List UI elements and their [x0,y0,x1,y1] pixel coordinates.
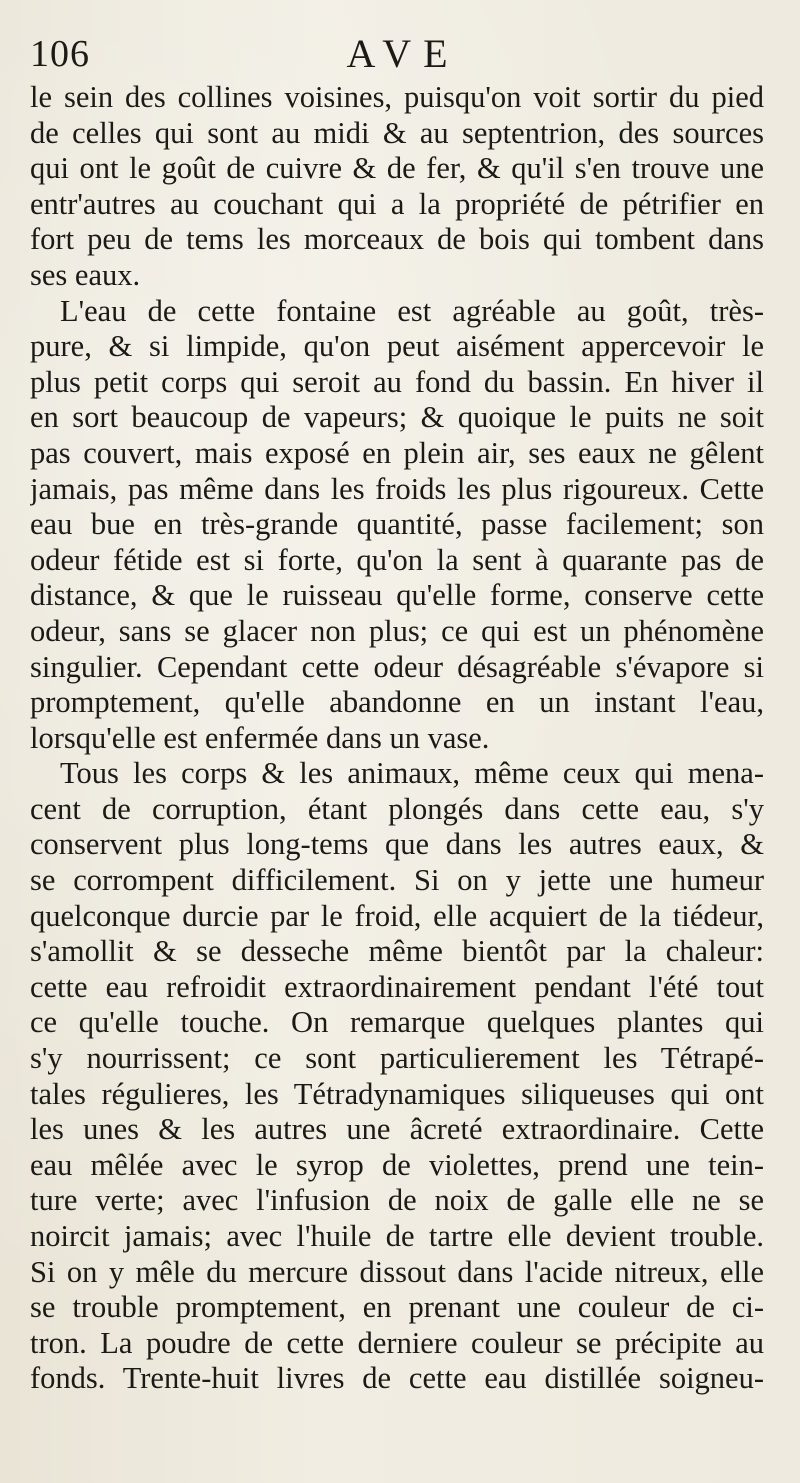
page-number: 106 [30,33,90,75]
text-line: Tous les corps & les animaux, même ceux qui mena- [60,756,764,791]
text-line: ce qu'elle touche. On remarque quelques plantes qui [30,1005,764,1040]
running-head: AVE [346,31,460,76]
text-line: Si on y mêle du mercure dissout dans l'acide nitreux, elle [30,1254,764,1289]
text-line: tales régulieres, les Tétradynamiques siliqueuses qui ont [30,1076,764,1111]
text-line: cette eau refroidit extraordinairement pendant l'été tout [30,969,764,1004]
text-line: fort peu de tems les morceaux de bois qui tombent dans [30,222,764,257]
body-text [30,80,764,1397]
text-line: de celles qui sont au midi & au septentrion, des sources [30,115,764,150]
text-line: les unes & les autres une âcreté extraordinaire. Cette [30,1112,764,1147]
text-line: en sort beaucoup de vapeurs; & quoique le puits ne soit [30,400,764,435]
text-line: L'eau de cette fontaine est agréable au goût, très- [60,293,764,328]
text-line: eau bue en très-grande quantité, passe facilement; son [30,507,764,542]
text-line: distance, & que le ruisseau qu'elle forme, conserve cette [30,578,764,613]
text-line: fonds. Trente-huit livres de cette eau distillée soigneu- [30,1361,764,1396]
text-line: entr'autres au couchant qui a la propriété de pétrifier en [30,186,764,221]
text-line: noircit jamais; avec l'huile de tartre elle devient trouble. [30,1219,764,1253]
text-line: qui ont le goût de cuivre & de fer, & qu'il s'en trouve une [30,151,764,186]
text-line: ses eaux. [30,257,141,292]
text-line: lorsqu'elle est enfermée dans un vase. [30,720,490,755]
text-line: le sein des collines voisines, puisqu'on voit sortir du pied [30,80,764,114]
text-line: s'amollit & se desseche même bientôt par la chaleur: [30,934,764,969]
text-line: s'y nourrissent; ce sont particulierement les Tétrapé- [30,1041,764,1076]
text-line: quelconque durcie par le froid, elle acquiert de la tiédeur, [30,898,764,933]
text-line: cent de corruption, étant plongés dans cette eau, s'y [30,791,764,826]
text-line: tron. La poudre de cette derniere couleur se précipite au [30,1325,764,1360]
text-line: jamais, pas même dans les froids les plus rigoureux. Cette [30,471,764,506]
text-line: odeur fétide est si forte, qu'on la sent à quarante pas de [30,542,764,577]
text-line: pas couvert, mais exposé en plein air, ses eaux ne gêlent [30,435,764,470]
text-line: se corrompent difficilement. Si on y jette une humeur [30,863,764,898]
text-line: se trouble promptement, en prenant une couleur de ci- [30,1290,764,1325]
text-line: eau mêlée avec le syrop de violettes, prend une tein- [30,1147,764,1182]
text-line: ture verte; avec l'infusion de noix de galle elle ne se [30,1183,764,1218]
page-header [30,28,764,80]
text-line: odeur, sans se glacer non plus; ce qui est un phénomène [30,613,764,648]
text-line: conservent plus long-tems que dans les autres eaux, & [30,827,764,862]
text-line: pure, & si limpide, qu'on peut aisément appercevoir le [30,329,764,364]
text-line: singulier. Cependant cette odeur désagréable s'évapore si [30,649,764,684]
text-line: promptement, qu'elle abandonne en un instant l'eau, [30,685,764,720]
text-line: plus petit corps qui seroit au fond du bassin. En hiver il [30,364,764,399]
